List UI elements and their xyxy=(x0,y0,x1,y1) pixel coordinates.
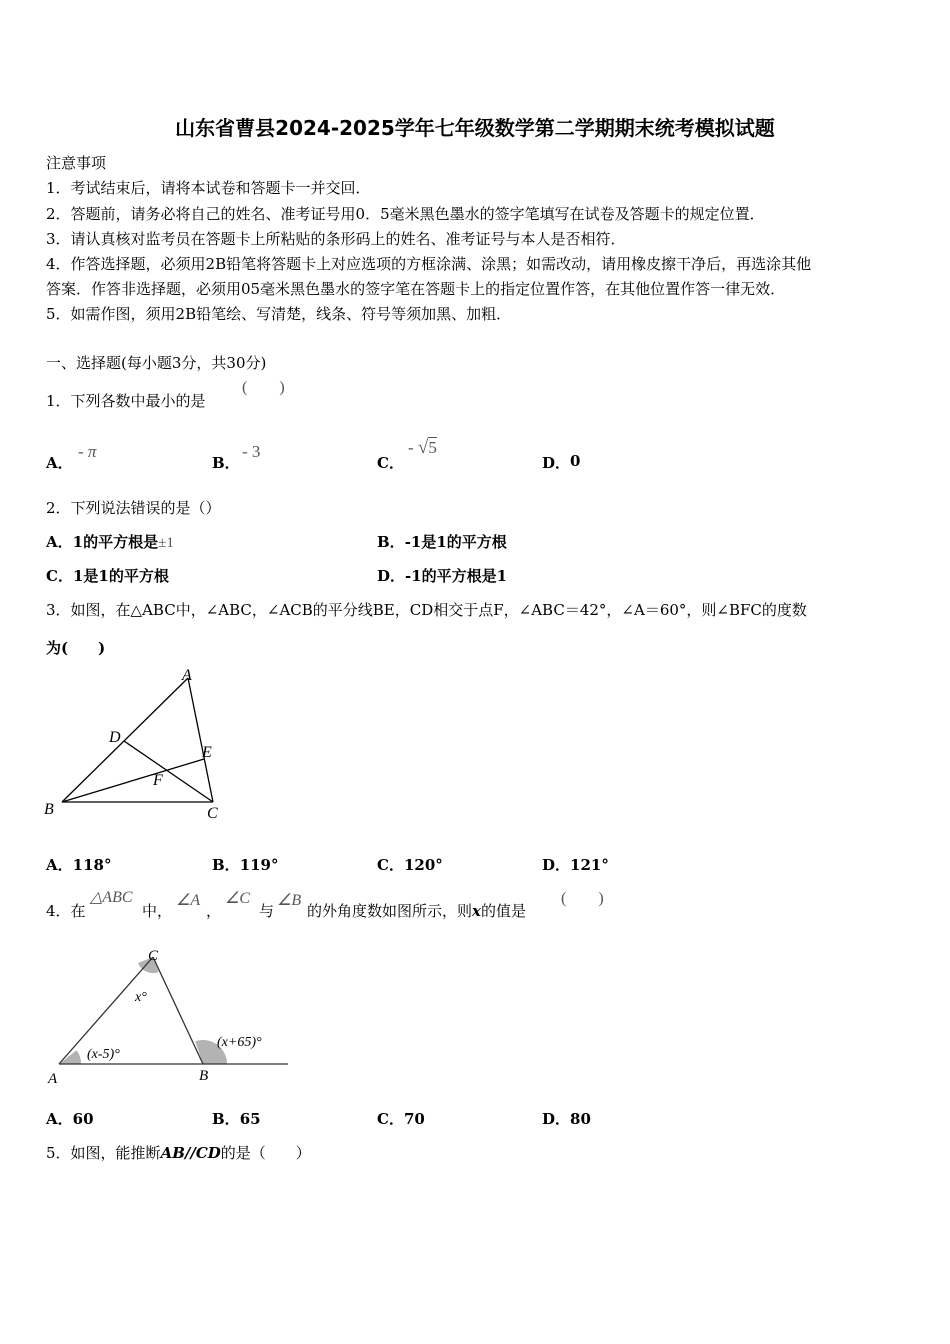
question-text: 的是（ ） xyxy=(220,1144,311,1162)
question-text: 下列说法错误的是（） xyxy=(70,499,221,517)
radicand: 5 xyxy=(428,438,437,457)
option-value: 60 xyxy=(72,1110,94,1128)
option-label: B． xyxy=(377,533,405,551)
label-b: B xyxy=(44,801,54,818)
option-a xyxy=(46,854,111,875)
label-a: A xyxy=(48,1071,58,1087)
option-value: 119° xyxy=(239,856,279,874)
notice-item: 3．请认真核对监考员在答题卡上所粘贴的条形码上的姓名、准考证号与本人是否相符． xyxy=(46,230,626,248)
option-label: D． xyxy=(542,454,571,472)
label-b: B xyxy=(199,1068,209,1084)
question-math: AB//CD xyxy=(160,1144,221,1162)
label-a: A xyxy=(182,667,192,684)
option-d xyxy=(542,854,609,875)
option-label: B． xyxy=(212,1110,240,1128)
label-x-deg: x° xyxy=(135,990,147,1005)
question-text: 如图，能推断 xyxy=(70,1144,161,1162)
option-label: A． xyxy=(46,1110,73,1128)
answer-paren: ( ) xyxy=(242,379,285,396)
triangle-figure-q4 xyxy=(40,940,300,1090)
option-value: 1的平方根是 xyxy=(72,533,159,551)
notice-item: 1．考试结束后，请将本试卷和答题卡一并交回． xyxy=(46,179,371,197)
triangle-abc-math: △ABC xyxy=(90,889,133,906)
option-value: 121° xyxy=(570,856,609,874)
label-f: F xyxy=(153,772,163,789)
option-c xyxy=(377,854,443,875)
bisector-cd xyxy=(124,741,213,802)
option-a xyxy=(46,531,174,552)
page-title: 山东省曹县2024-2025学年七年级数学第二学期期末统考模拟试题 xyxy=(175,116,775,140)
option-d xyxy=(542,1108,591,1129)
label-c: C xyxy=(207,805,218,822)
question-2-stem xyxy=(46,497,221,518)
option-value: 0 xyxy=(570,452,581,470)
question-text: 下列各数中最小的是 xyxy=(70,392,206,410)
question-number: 5． xyxy=(46,1144,71,1162)
sqrt-icon: √ xyxy=(417,437,429,458)
question-number: 3． xyxy=(46,601,71,619)
notice-heading: 注意事项 xyxy=(46,154,107,172)
option-label: D． xyxy=(542,1110,571,1128)
option-label: A． xyxy=(46,856,73,874)
option-value-sqrt xyxy=(408,437,437,459)
option-label: A． xyxy=(46,454,73,472)
angle-b-math: ∠B xyxy=(277,892,302,909)
question-3-stem xyxy=(46,599,807,620)
question-5-stem xyxy=(46,1142,311,1163)
option-label: C． xyxy=(377,1110,404,1128)
question-text: 的外角度数如图所示，则 xyxy=(307,902,473,920)
question-text: 的值是 xyxy=(480,902,526,920)
option-value: 120° xyxy=(403,856,443,874)
question-text: 与 xyxy=(259,902,275,920)
option-value: 70 xyxy=(403,1110,425,1128)
label-c: C xyxy=(148,948,159,964)
question-number: 4． xyxy=(46,902,71,920)
question-text: 在 xyxy=(70,902,86,920)
question-text-tail xyxy=(307,900,526,921)
question-text: 中， xyxy=(142,902,173,920)
option-value: 118° xyxy=(72,856,112,874)
option-value: -1的平方根是1 xyxy=(405,567,508,585)
question-4-num xyxy=(46,900,86,921)
option-value: - 3 xyxy=(242,442,261,461)
option-value: 65 xyxy=(239,1110,261,1128)
question-number: 2． xyxy=(46,499,71,517)
option-value: 1是1的平方根 xyxy=(72,567,169,585)
notice-item: 4．作答选择题，必须用2B铅笔将答题卡上对应选项的方框涂满、涂黑；如需改动，请用橡皮擦干净后，再选涂其他 xyxy=(46,255,812,273)
angle-a-math: ∠A xyxy=(176,892,201,909)
notice-item: 5．如需作图，须用2B铅笔绘、写清楚，线条、符号等须加黑、加粗． xyxy=(46,305,512,323)
option-b xyxy=(212,1108,261,1129)
notice-item: 答案．作答非选择题，必须用05毫米黑色墨水的签字笔在答题卡上的指定位置作答，在其他位置作答一律无效． xyxy=(46,280,786,298)
option-label: D． xyxy=(542,856,571,874)
triangle-figure-q3 xyxy=(40,660,230,825)
question-text: ， xyxy=(206,902,222,920)
minus-sign: - xyxy=(408,438,414,457)
label-e: E xyxy=(202,744,212,761)
question-3-stem-line2: 为( ) xyxy=(46,639,106,657)
option-label: C． xyxy=(377,454,404,472)
option-label: C． xyxy=(46,567,73,585)
label-d: D xyxy=(109,729,121,746)
option-value: - π xyxy=(78,442,97,461)
option-d xyxy=(377,565,507,586)
question-1-stem xyxy=(46,390,206,411)
notice-item: 2．答题前，请务必将自己的姓名、准考证号用0．5毫米黑色墨水的签字笔填写在试卷及答题卡的规定位置． xyxy=(46,205,765,223)
option-value: -1是1的平方根 xyxy=(404,533,507,551)
side-ac xyxy=(188,678,213,802)
question-number: 1． xyxy=(46,392,71,410)
option-label: B． xyxy=(212,454,240,472)
option-c xyxy=(377,1108,425,1129)
option-extra: ±1 xyxy=(158,535,174,551)
answer-paren: ( ) xyxy=(561,890,604,907)
option-label: A． xyxy=(46,533,73,551)
option-label: C． xyxy=(377,856,404,874)
option-label: B． xyxy=(212,856,240,874)
option-c xyxy=(46,565,169,586)
section-heading: 一、选择题(每小题3分，共30分) xyxy=(46,354,267,372)
side-cb xyxy=(153,957,203,1064)
variable-x: x xyxy=(472,902,481,920)
option-value: 80 xyxy=(570,1110,591,1128)
option-b xyxy=(212,854,279,875)
angle-c-math: ∠C xyxy=(225,890,251,907)
question-text: 如图，在△ABC中，∠ABC，∠ACB的平分线BE，CD相交于点F，∠ABC＝42°，∠A＝60°，则∠BFC的度数 xyxy=(70,601,807,619)
label-x-minus-5: (x-5)° xyxy=(87,1047,120,1062)
option-label: D． xyxy=(377,567,406,585)
option-a xyxy=(46,1108,94,1129)
label-x-plus-65: (x+65)° xyxy=(217,1035,262,1050)
option-b xyxy=(377,531,507,552)
